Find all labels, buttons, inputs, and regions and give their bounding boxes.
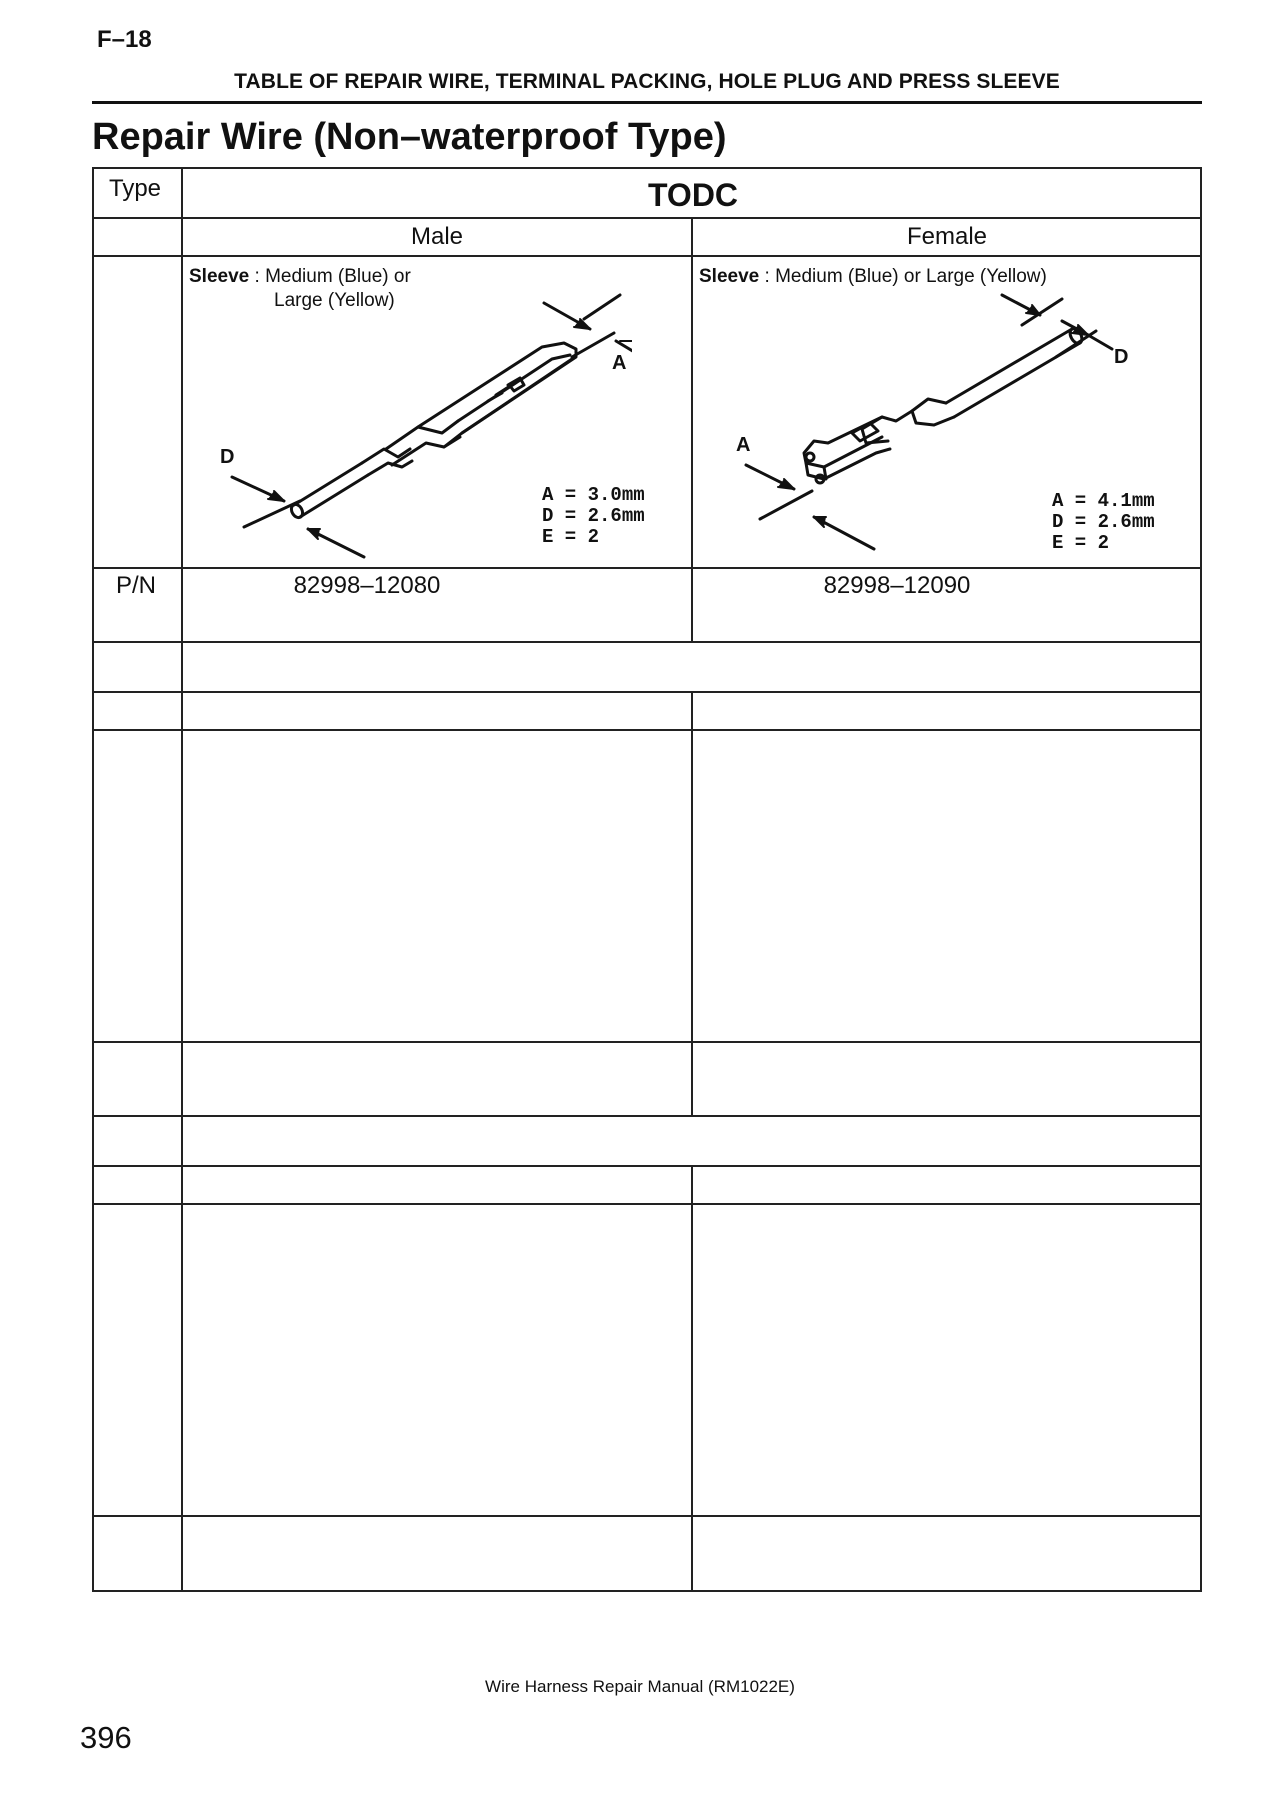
male-sleeve-text-2: Large (Yellow)	[274, 290, 395, 311]
header-title: TABLE OF REPAIR WIRE, TERMINAL PACKING, HOLE PLUG AND PRESS SLEEVE	[234, 70, 1060, 93]
male-female-rule	[691, 691, 693, 1115]
female-dim-d-letter: D	[1114, 346, 1129, 368]
table-rule	[92, 641, 1202, 643]
repair-wire-table	[92, 167, 1202, 1594]
female-dim-d: D = 2.6mm	[1052, 511, 1155, 533]
table-rule	[92, 567, 1202, 569]
table-rule	[92, 691, 1202, 693]
table-rule	[92, 1203, 1202, 1205]
male-dim-a-letter: A	[612, 352, 627, 374]
type-label: Type	[109, 175, 162, 202]
pn-label: P/N	[116, 572, 157, 599]
table-rule	[92, 1165, 1202, 1167]
table-rule	[92, 255, 1202, 257]
table-rule	[92, 1515, 1202, 1517]
section-title: Repair Wire (Non–waterproof Type)	[92, 116, 727, 158]
header-rule	[92, 101, 1202, 104]
female-dim-a: A = 4.1mm	[1052, 490, 1155, 512]
table-rule	[92, 217, 1202, 219]
table-border-left	[92, 167, 94, 1592]
male-dim-a: A = 3.0mm	[542, 484, 645, 506]
male-sleeve-text: : Medium (Blue) or	[254, 266, 411, 287]
table-rule	[92, 1115, 1202, 1117]
male-sleeve-label: Sleeve	[189, 266, 250, 287]
female-part-number: 82998–12090	[823, 572, 971, 599]
male-dimensions	[542, 485, 645, 548]
table-rule	[92, 729, 1202, 731]
female-header: Female	[906, 223, 988, 250]
table-rule	[92, 1041, 1202, 1043]
female-sleeve-label: Sleeve	[699, 266, 760, 287]
male-female-rule	[691, 1165, 693, 1590]
page-number: 396	[80, 1720, 132, 1755]
footer-manual-title: Wire Harness Repair Manual (RM1022E)	[485, 1677, 795, 1696]
table-border-bottom	[92, 1590, 1202, 1592]
section-code: F–18	[97, 26, 152, 53]
male-dim-d-letter: D	[220, 446, 235, 468]
male-part-number: 82998–12080	[293, 572, 441, 599]
table-border-top	[92, 167, 1202, 169]
male-dim-e: E = 2	[542, 526, 600, 548]
female-dim-e: E = 2	[1052, 532, 1110, 554]
male-header: Male	[410, 223, 464, 250]
female-dimensions	[1052, 491, 1155, 554]
type-value: TODC	[647, 177, 739, 213]
female-sleeve-text: : Medium (Blue) or Large (Yellow)	[764, 266, 1047, 287]
label-column-rule	[181, 167, 183, 1592]
table-border-right	[1200, 167, 1202, 1592]
female-dim-a-letter: A	[736, 434, 751, 456]
male-dim-d: D = 2.6mm	[542, 505, 645, 527]
